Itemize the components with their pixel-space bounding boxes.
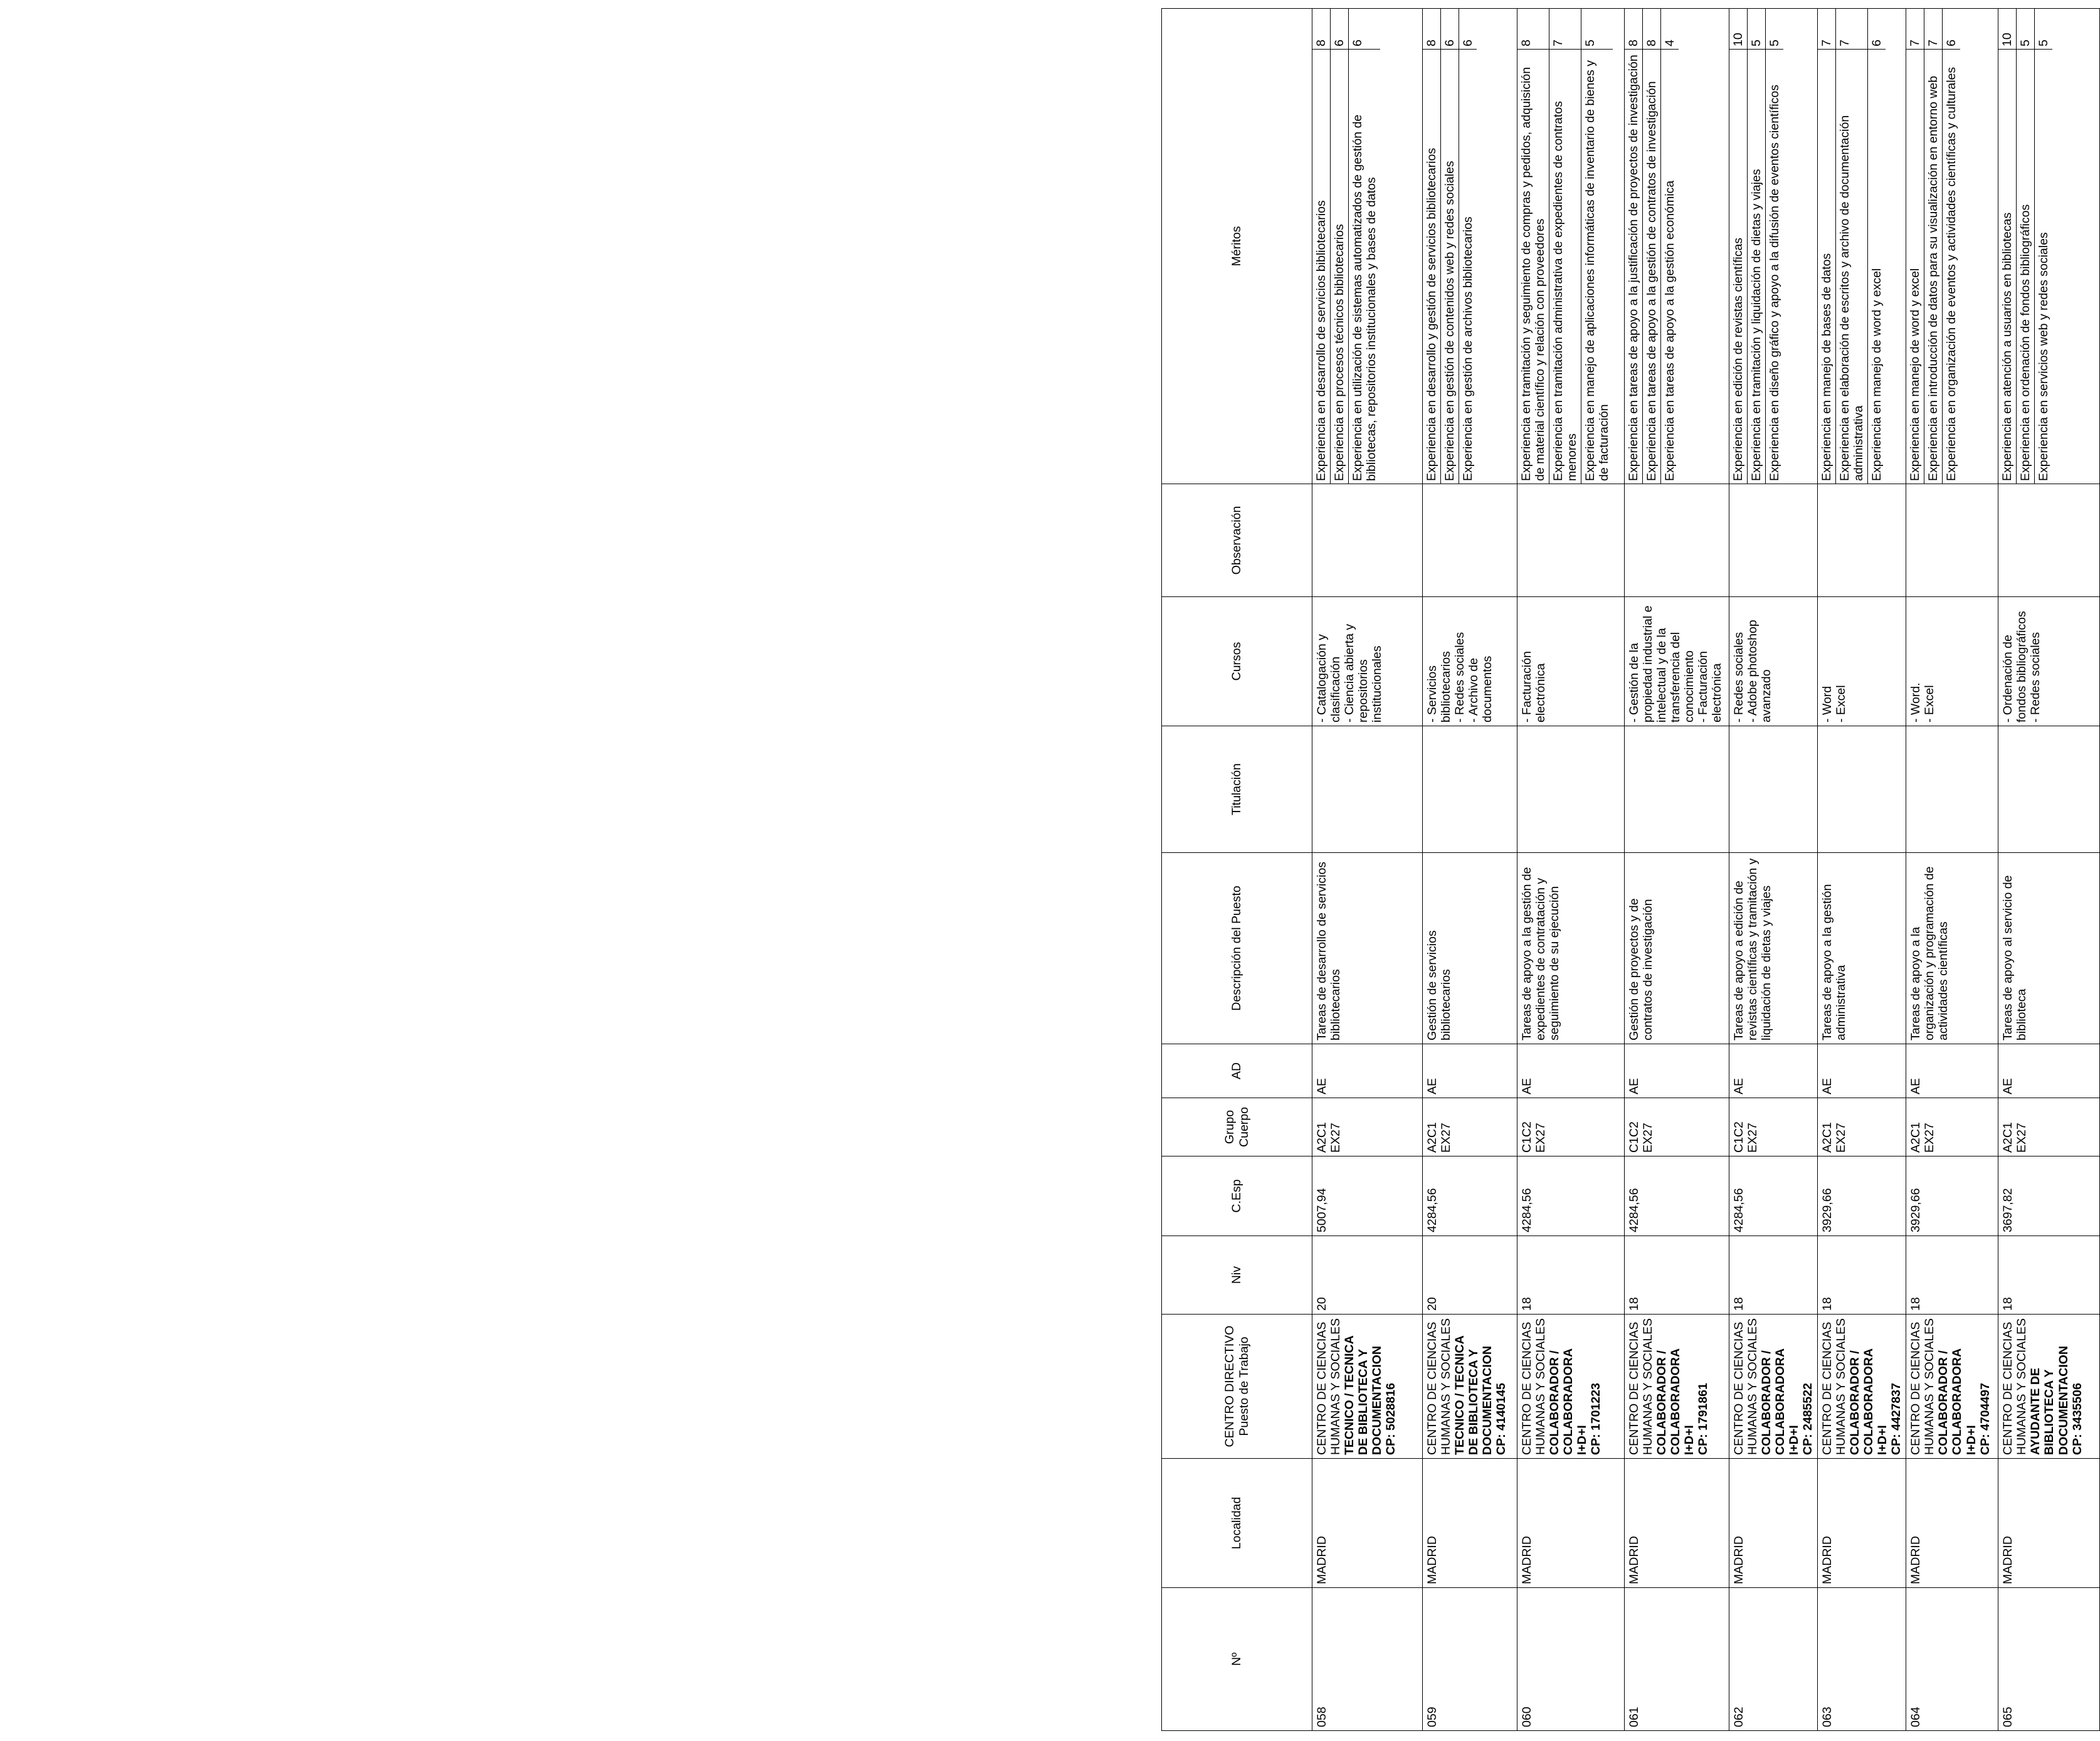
merito-text: Experiencia en tareas de apoyo a la justificación de proyectos de investigación bbox=[1625, 50, 1643, 484]
cell-num: 062 bbox=[1729, 1588, 1818, 1731]
header-grupo-line1: Grupo bbox=[1223, 1109, 1237, 1145]
table-row bbox=[1423, 9, 1517, 1731]
header-num: Nº bbox=[1162, 1588, 1312, 1731]
merito-row bbox=[1331, 9, 1349, 484]
merito-row bbox=[1868, 9, 1886, 484]
merito-points: 7 bbox=[1906, 9, 1924, 50]
curso-item: - Word. bbox=[1909, 682, 1923, 722]
cell-localidad: MADRID bbox=[1517, 1459, 1625, 1588]
merito-row bbox=[1766, 9, 1784, 484]
cell-grupo bbox=[1906, 1098, 1998, 1156]
cell-grupo bbox=[1312, 1098, 1423, 1156]
merito-row bbox=[1423, 9, 1441, 484]
header-meritos: Méritos bbox=[1162, 9, 1312, 484]
grupo-value: C1C2 bbox=[1627, 1121, 1641, 1153]
cell-descripcion: Gestión de servicios bibliotecarios bbox=[1423, 853, 1517, 1044]
cell-cursos bbox=[1998, 597, 2100, 726]
cell-descripcion: Tareas de apoyo a la gestión de expedientes de contratación y seguimiento de su ejecución bbox=[1517, 853, 1625, 1044]
cell-num: 060 bbox=[1517, 1588, 1625, 1731]
cell-niv: 20 bbox=[1423, 1236, 1517, 1315]
cell-cursos bbox=[1818, 597, 1906, 726]
curso-item: - Word bbox=[1820, 685, 1835, 722]
cell-ad: AE bbox=[1517, 1044, 1625, 1098]
cuerpo-value: EX27 bbox=[1923, 1123, 1937, 1153]
cell-niv: 18 bbox=[1729, 1236, 1818, 1315]
merito-row bbox=[1924, 9, 1943, 484]
cp-code: CP: 1701223 bbox=[1589, 1383, 1603, 1455]
merito-text: Experiencia en gestión de contenidos web y redes sociales bbox=[1441, 50, 1459, 484]
puesto-name: COLABORADOR / COLABORADORA I+D+I bbox=[1936, 1348, 1978, 1455]
merito-text: Experiencia en elaboración de escritos y archivo de documentación administrativa bbox=[1836, 50, 1868, 484]
header-centro-line2: Puesto de Trabajo bbox=[1237, 1336, 1251, 1436]
curso-item: - Ciencia abierta y repositorios institucionales bbox=[1343, 620, 1385, 722]
merito-text: Experiencia en tramitación y seguimiento de compras y pedidos, adquisición de material científico y relación con proveedores bbox=[1517, 50, 1549, 484]
merito-points: 5 bbox=[2035, 9, 2053, 50]
cell-cursos bbox=[1423, 597, 1517, 726]
cell-centro bbox=[1729, 1315, 1818, 1459]
cp-code: CP: 4704497 bbox=[1978, 1383, 1992, 1455]
cell-niv: 18 bbox=[1818, 1236, 1906, 1315]
merito-row bbox=[1836, 9, 1868, 484]
cell-centro bbox=[1517, 1315, 1625, 1459]
merito-text: Experiencia en manejo de word y excel bbox=[1906, 50, 1924, 484]
cell-meritos bbox=[1423, 9, 1517, 484]
merito-points: 8 bbox=[1312, 9, 1331, 50]
grupo-value: C1C2 bbox=[1520, 1121, 1534, 1153]
merito-points: 7 bbox=[1818, 9, 1836, 50]
cell-ad: AE bbox=[1312, 1044, 1423, 1098]
cell-num: 058 bbox=[1312, 1588, 1423, 1731]
cell-ad: AE bbox=[1906, 1044, 1998, 1098]
curso-item: - Ordenación de fondos bibliográficos bbox=[2001, 611, 2029, 722]
centro-name: CENTRO DE CIENCIAS HUMANAS Y SOCIALES bbox=[2001, 1318, 2029, 1455]
merito-points: 6 bbox=[1331, 9, 1349, 50]
cell-localidad: MADRID bbox=[1998, 1459, 2100, 1588]
merito-row bbox=[1748, 9, 1766, 484]
puesto-name: TECNICO / TECNICA DE BIBLIOTECA Y DOCUMENTACION bbox=[1343, 1336, 1385, 1455]
cell-centro bbox=[1906, 1315, 1998, 1459]
table-row bbox=[1625, 9, 1729, 1731]
header-niv: Niv bbox=[1162, 1236, 1312, 1315]
cell-localidad: MADRID bbox=[1729, 1459, 1818, 1588]
cell-localidad: MADRID bbox=[1906, 1459, 1998, 1588]
cell-observacion bbox=[1906, 484, 1998, 597]
merito-text: Experiencia en desarrollo y gestión de servicios bibliotecarios bbox=[1423, 50, 1441, 484]
cell-ad: AE bbox=[1818, 1044, 1906, 1098]
cell-titulacion bbox=[1998, 726, 2100, 853]
curso-item: - Facturación electrónica bbox=[1696, 647, 1724, 722]
merito-row bbox=[1459, 9, 1477, 484]
puesto-name: TECNICO / TECNICA DE BIBLIOTECA Y DOCUMENTACION bbox=[1453, 1336, 1495, 1455]
cell-meritos bbox=[1906, 9, 1998, 484]
merito-row bbox=[1349, 9, 1381, 484]
cell-niv: 18 bbox=[1517, 1236, 1625, 1315]
puesto-name: AYUDANTE DE BIBLIOTECA Y DOCUMENTACION bbox=[2029, 1345, 2071, 1455]
merito-points: 8 bbox=[1643, 9, 1661, 50]
cell-observacion bbox=[1312, 484, 1423, 597]
header-cursos: Cursos bbox=[1162, 597, 1312, 726]
centro-name: CENTRO DE CIENCIAS HUMANAS Y SOCIALES bbox=[1425, 1318, 1454, 1455]
merito-row bbox=[1729, 9, 1748, 484]
cell-descripcion: Tareas de apoyo a edición de revistas científicas y tramitación y liquidación de dietas y viajes bbox=[1729, 853, 1818, 1044]
cell-observacion bbox=[1818, 484, 1906, 597]
cp-code: CP: 5028816 bbox=[1384, 1383, 1398, 1455]
cell-num: 065 bbox=[1998, 1588, 2100, 1731]
cell-meritos bbox=[1998, 9, 2100, 484]
centro-name: CENTRO DE CIENCIAS HUMANAS Y SOCIALES bbox=[1627, 1318, 1655, 1455]
meritos-subtable bbox=[1818, 9, 1886, 484]
cell-observacion bbox=[1423, 484, 1517, 597]
grupo-value: C1C2 bbox=[1732, 1121, 1746, 1153]
puesto-name: COLABORADOR / COLABORADORA I+D+I bbox=[1848, 1348, 1890, 1455]
cell-cesp: 3929,66 bbox=[1906, 1156, 1998, 1236]
cell-grupo bbox=[1729, 1098, 1818, 1156]
cell-observacion bbox=[1625, 484, 1729, 597]
cell-cursos bbox=[1729, 597, 1818, 726]
merito-points: 5 bbox=[1748, 9, 1766, 50]
cell-centro bbox=[1423, 1315, 1517, 1459]
cell-titulacion bbox=[1423, 726, 1517, 853]
cell-descripcion: Tareas de apoyo a la organización y programación de actividades científicas bbox=[1906, 853, 1998, 1044]
cell-meritos bbox=[1818, 9, 1906, 484]
puestos-table bbox=[1161, 8, 2100, 1731]
curso-item: - Archivo de documentos bbox=[1467, 654, 1495, 722]
merito-text: Experiencia en servicios web y redes sociales bbox=[2037, 232, 2051, 481]
cell-descripcion: Tareas de apoyo al servicio de biblioteca bbox=[1998, 853, 2100, 1044]
curso-item: - Catalogación y clasificación bbox=[1315, 630, 1343, 722]
cell-num: 059 bbox=[1423, 1588, 1517, 1731]
cell-cesp: 4284,56 bbox=[1517, 1156, 1625, 1236]
merito-text: Experiencia en utilización de sistemas automatizados de gestión de bibliotecas, repositorios institucionales y bases de datos bbox=[1351, 114, 1379, 481]
cell-cesp: 3929,66 bbox=[1818, 1156, 1906, 1236]
header-descripcion: Descripción del Puesto bbox=[1162, 853, 1312, 1044]
merito-text: Experiencia en desarrollo de servicios bibliotecarios bbox=[1312, 50, 1331, 484]
cell-titulacion bbox=[1517, 726, 1625, 853]
grupo-value: A2C1 bbox=[1315, 1122, 1329, 1153]
centro-name: CENTRO DE CIENCIAS HUMANAS Y SOCIALES bbox=[1820, 1318, 1849, 1455]
cp-code: CP: 1791861 bbox=[1696, 1383, 1711, 1455]
merito-text: Experiencia en tramitación y liquidación de dietas y viajes bbox=[1748, 50, 1766, 484]
merito-row bbox=[1818, 9, 1836, 484]
curso-item: - Gestión de la propiedad industrial e intelectual y de la transferencia del conocimiento bbox=[1627, 602, 1697, 722]
merito-row bbox=[1549, 9, 1581, 484]
cell-niv: 18 bbox=[1998, 1236, 2100, 1315]
cell-titulacion bbox=[1818, 726, 1906, 853]
cell-cursos bbox=[1906, 597, 1998, 726]
merito-text: Experiencia en manejo de aplicaciones informáticas de inventario de bienes y de facturación bbox=[1583, 60, 1612, 481]
curso-item: - Redes sociales bbox=[2029, 632, 2043, 722]
merito-text: Experiencia en edición de revistas científicas bbox=[1729, 50, 1748, 484]
merito-text: Experiencia en organización de eventos y actividades científicas y culturales bbox=[1944, 66, 1959, 481]
cell-num: 063 bbox=[1818, 1588, 1906, 1731]
centro-name: CENTRO DE CIENCIAS HUMANAS Y SOCIALES bbox=[1520, 1318, 1548, 1455]
header-grupo bbox=[1162, 1098, 1312, 1156]
merito-points: 5 bbox=[1581, 9, 1613, 50]
cell-num: 064 bbox=[1906, 1588, 1998, 1731]
merito-points: 5 bbox=[1766, 9, 1784, 50]
cell-titulacion bbox=[1906, 726, 1998, 853]
cell-grupo bbox=[1998, 1098, 2100, 1156]
merito-row bbox=[2035, 9, 2053, 484]
table-row bbox=[1312, 9, 1423, 1731]
cell-centro bbox=[1625, 1315, 1729, 1459]
cell-titulacion bbox=[1729, 726, 1818, 853]
header-cesp: C.Esp bbox=[1162, 1156, 1312, 1236]
merito-points: 7 bbox=[1549, 9, 1581, 50]
table-row bbox=[1906, 9, 1998, 1731]
cell-cesp: 4284,56 bbox=[1729, 1156, 1818, 1236]
meritos-subtable bbox=[1625, 9, 1679, 484]
cell-niv: 18 bbox=[1906, 1236, 1998, 1315]
merito-points: 6 bbox=[1868, 9, 1886, 50]
merito-points: 7 bbox=[1924, 9, 1943, 50]
cell-localidad: MADRID bbox=[1423, 1459, 1517, 1588]
merito-points: 8 bbox=[1423, 9, 1441, 50]
cp-code: CP: 3435506 bbox=[2070, 1383, 2084, 1455]
merito-text: Experiencia en manejo de bases de datos bbox=[1818, 50, 1836, 484]
cell-cesp: 4284,56 bbox=[1423, 1156, 1517, 1236]
table-row bbox=[1729, 9, 1818, 1731]
cp-code: CP: 2485522 bbox=[1801, 1383, 1815, 1455]
cell-centro bbox=[1818, 1315, 1906, 1459]
header-row bbox=[1162, 9, 1312, 1731]
centro-name: CENTRO DE CIENCIAS HUMANAS Y SOCIALES bbox=[1909, 1318, 1937, 1455]
table-row bbox=[1517, 9, 1625, 1731]
cell-cursos bbox=[1312, 597, 1423, 726]
merito-text: Experiencia en tareas de apoyo a la gestión de contratos de investigación bbox=[1643, 50, 1661, 484]
meritos-subtable bbox=[1517, 9, 1613, 484]
meritos-subtable bbox=[1998, 9, 2052, 484]
cell-cursos bbox=[1517, 597, 1625, 726]
cell-meritos bbox=[1517, 9, 1625, 484]
cell-ad: AE bbox=[1998, 1044, 2100, 1098]
cell-cesp: 4284,56 bbox=[1625, 1156, 1729, 1236]
merito-points: 8 bbox=[1625, 9, 1643, 50]
curso-item: - Excel bbox=[1834, 685, 1849, 722]
merito-row bbox=[1625, 9, 1643, 484]
header-grupo-line2: Cuerpo bbox=[1237, 1107, 1251, 1147]
meritos-subtable bbox=[1729, 9, 1783, 484]
cuerpo-value: EX27 bbox=[1641, 1123, 1655, 1153]
merito-points: 6 bbox=[1459, 9, 1477, 50]
curso-item: - Redes sociales bbox=[1732, 632, 1746, 722]
header-ad: AD bbox=[1162, 1044, 1312, 1098]
meritos-subtable bbox=[1906, 9, 1960, 484]
cell-cesp: 5007,94 bbox=[1312, 1156, 1423, 1236]
merito-text: Experiencia en ordenación de fondos bibliográficos bbox=[2017, 50, 2035, 484]
merito-row bbox=[1581, 9, 1613, 484]
grupo-value: A2C1 bbox=[2001, 1122, 2015, 1153]
table-row bbox=[1998, 9, 2100, 1731]
merito-row bbox=[1312, 9, 1331, 484]
merito-points: 10 bbox=[1998, 9, 2017, 50]
meritos-subtable bbox=[1423, 9, 1477, 484]
table-body bbox=[1312, 9, 2100, 1731]
merito-points: 6 bbox=[1441, 9, 1459, 50]
cp-code: CP: 4140145 bbox=[1494, 1383, 1509, 1455]
header-centro bbox=[1162, 1315, 1312, 1459]
curso-item: - Servicios bibliotecarios bbox=[1425, 651, 1454, 722]
merito-row bbox=[1998, 9, 2017, 484]
curso-item: - Adobe photoshop avanzado bbox=[1746, 616, 1774, 722]
puesto-name: COLABORADOR / COLABORADORA I+D+I bbox=[1548, 1348, 1590, 1455]
cell-niv: 20 bbox=[1312, 1236, 1423, 1315]
merito-row bbox=[1441, 9, 1459, 484]
merito-row bbox=[1906, 9, 1924, 484]
cell-localidad: MADRID bbox=[1625, 1459, 1729, 1588]
cell-grupo bbox=[1517, 1098, 1625, 1156]
cell-cesp: 3697,82 bbox=[1998, 1156, 2100, 1236]
cell-observacion bbox=[1998, 484, 2100, 597]
merito-points: 6 bbox=[1349, 9, 1381, 50]
cuerpo-value: EX27 bbox=[2015, 1123, 2029, 1153]
curso-item: - Facturación electrónica bbox=[1520, 647, 1548, 722]
cell-observacion bbox=[1517, 484, 1625, 597]
cell-descripcion: Gestión de proyectos y de contratos de investigación bbox=[1625, 853, 1729, 1044]
header-observacion: Observación bbox=[1162, 484, 1312, 597]
cuerpo-value: EX27 bbox=[1746, 1123, 1760, 1153]
merito-text: Experiencia en manejo de word y excel bbox=[1870, 268, 1884, 481]
merito-points: 5 bbox=[2017, 9, 2035, 50]
puesto-name: COLABORADOR / COLABORADORA I+D+I bbox=[1760, 1348, 1802, 1455]
merito-text: Experiencia en diseño gráfico y apoyo a la difusión de eventos científicos bbox=[1768, 85, 1782, 481]
merito-row bbox=[2017, 9, 2035, 484]
cell-centro bbox=[1998, 1315, 2100, 1459]
merito-points: 4 bbox=[1661, 9, 1679, 50]
header-centro-line1: CENTRO DIRECTIVO bbox=[1223, 1325, 1237, 1447]
merito-text: Experiencia en gestión de archivos bibliotecarios bbox=[1461, 216, 1475, 481]
grupo-value: A2C1 bbox=[1425, 1122, 1439, 1153]
curso-item: - Excel bbox=[1923, 685, 1937, 722]
cell-titulacion bbox=[1625, 726, 1729, 853]
puesto-name: COLABORADOR / COLABORADORA I+D+I bbox=[1655, 1348, 1697, 1455]
cell-grupo bbox=[1423, 1098, 1517, 1156]
grupo-value: A2C1 bbox=[1909, 1122, 1923, 1153]
cell-meritos bbox=[1625, 9, 1729, 484]
cuerpo-value: EX27 bbox=[1329, 1123, 1343, 1153]
cell-localidad: MADRID bbox=[1312, 1459, 1423, 1588]
curso-item: - Redes sociales bbox=[1453, 632, 1467, 722]
merito-text: Experiencia en introducción de datos para su visualización en entorno web bbox=[1924, 50, 1943, 484]
cuerpo-value: EX27 bbox=[1439, 1123, 1454, 1153]
cell-descripcion: Tareas de desarrollo de servicios bibliotecarios bbox=[1312, 853, 1423, 1044]
cell-niv: 18 bbox=[1625, 1236, 1729, 1315]
merito-text: Experiencia en tareas de apoyo a la gestión económica bbox=[1663, 180, 1677, 481]
cell-localidad: MADRID bbox=[1818, 1459, 1906, 1588]
cell-descripcion: Tareas de apoyo a la gestión administrativa bbox=[1818, 853, 1906, 1044]
cell-cursos bbox=[1625, 597, 1729, 726]
table-row bbox=[1818, 9, 1906, 1731]
merito-points: 10 bbox=[1729, 9, 1748, 50]
cell-meritos bbox=[1312, 9, 1423, 484]
cell-titulacion bbox=[1312, 726, 1423, 853]
cell-meritos bbox=[1729, 9, 1818, 484]
merito-row bbox=[1943, 9, 1961, 484]
cell-ad: AE bbox=[1625, 1044, 1729, 1098]
merito-row bbox=[1661, 9, 1679, 484]
merito-points: 8 bbox=[1517, 9, 1549, 50]
cell-grupo bbox=[1625, 1098, 1729, 1156]
header-titulacion: Titulación bbox=[1162, 726, 1312, 853]
merito-points: 6 bbox=[1943, 9, 1961, 50]
merito-row bbox=[1643, 9, 1661, 484]
header-localidad: Localidad bbox=[1162, 1459, 1312, 1588]
grupo-value: A2C1 bbox=[1820, 1122, 1835, 1153]
cuerpo-value: EX27 bbox=[1534, 1123, 1548, 1153]
cell-centro bbox=[1312, 1315, 1423, 1459]
merito-row bbox=[1517, 9, 1549, 484]
cell-grupo bbox=[1818, 1098, 1906, 1156]
merito-text: Experiencia en tramitación administrativa de expedientes de contratos menores bbox=[1549, 50, 1581, 484]
cell-ad: AE bbox=[1729, 1044, 1818, 1098]
meritos-subtable bbox=[1312, 9, 1380, 484]
cell-num: 061 bbox=[1625, 1588, 1729, 1731]
merito-points: 7 bbox=[1836, 9, 1868, 50]
centro-name: CENTRO DE CIENCIAS HUMANAS Y SOCIALES bbox=[1315, 1318, 1343, 1455]
cp-code: CP: 4427837 bbox=[1889, 1383, 1904, 1455]
merito-text: Experiencia en procesos técnicos bibliotecarios bbox=[1331, 50, 1349, 484]
cell-observacion bbox=[1729, 484, 1818, 597]
merito-text: Experiencia en atención a usuarios en bibliotecas bbox=[1998, 50, 2017, 484]
cuerpo-value: EX27 bbox=[1834, 1123, 1849, 1153]
cell-ad: AE bbox=[1423, 1044, 1517, 1098]
centro-name: CENTRO DE CIENCIAS HUMANAS Y SOCIALES bbox=[1732, 1318, 1760, 1455]
